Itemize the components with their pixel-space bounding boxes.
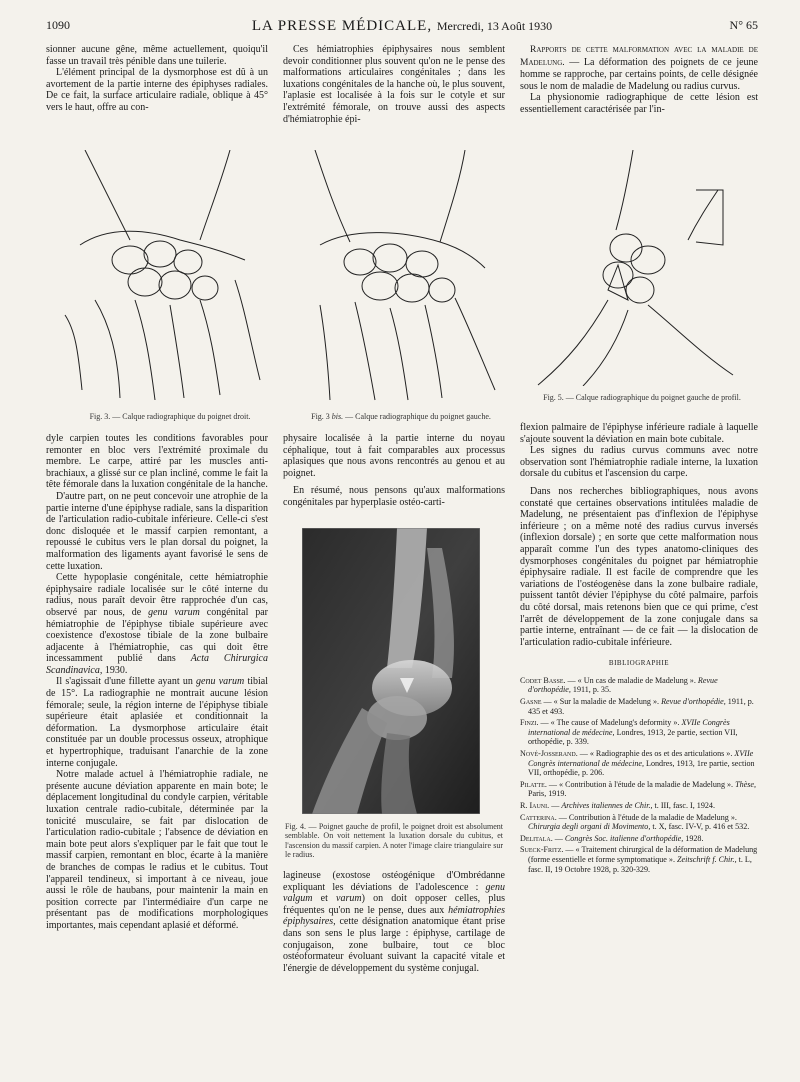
caption-text: Fig. 3 bbox=[311, 412, 332, 421]
paragraph: dyle carpien toutes les conditions favorables pour remonter en bloc vers l'extrémité proximale du membre. Le carpe, attiré par les muscles anti-brachiaux, a glissé sur ce plan incliné, comme le fait la tête fémorale dans la luxation congénitale de la hanche. bbox=[46, 433, 268, 491]
paragraph-italic: Acta Chirurgica Scandinavica, bbox=[46, 653, 268, 676]
page-number: 1090 bbox=[46, 18, 70, 32]
bibliography-entry bbox=[520, 676, 758, 695]
paragraph-text: congénital par hémiatrophie de l'épiphyse tibiale supérieure avec coexistence d'exostose tibiale de la zone bulbaire adjacente à l'hémiatrophie, cas qui doit être incessamment publié dans bbox=[46, 606, 269, 665]
figure-4-caption: Fig. 4. — Poignet gauche de profil, le poignet droit est absolument semblable. On voit nettement la luxation dorsale du cubitus, et l'ascension du massif carpien. A noter l'image claire triangulaire sur le radius. bbox=[285, 822, 503, 860]
bibliography-entry bbox=[520, 780, 758, 799]
paragraph-text: 1930. bbox=[104, 664, 128, 676]
bib-source: Congrès Soc. italienne d'orthopédie, bbox=[564, 833, 684, 843]
bib-text: — « Contribution à l'étude de la maladie de Madelung ». bbox=[546, 779, 736, 789]
bib-text: — « Sur la maladie de Madelung ». bbox=[541, 697, 662, 707]
paragraph: Notre malade actuel à l'hémiatrophie radiale, ne présente aucune déviation apparente en main bote; le déplacement longitudinal du condyle carpien, véritable luxation centrale radio-cubitale, déterminée par la tonicité musculaire, se fait par dislocation de l'articulation radio-cubitale ; l'absence de déviation en main bote peut alors s'expliquer par le fait que tout le massif carpien, remontant en bloc, écarte à la manière de branches de compas le radius et le cubitus. Tout l'appareil tendineux, si important à ce niveau, joue aussi le rôle de haubans, pour maintenir la main en position correcte par l'intermédiaire d'un carpe ne présentant pas de modifications morphologiques importantes, mais cependant aplasié et déformé. bbox=[46, 769, 268, 931]
figure-3bis-caption bbox=[288, 412, 514, 421]
bib-tail: 1911, p. 435 et 493. bbox=[528, 697, 754, 716]
paragraph-italic: genu varum bbox=[148, 606, 200, 618]
paragraph-text: lagineuse (exostose ostéogénique d'Ombrédanne expliquant les déviations de l'adolescence : bbox=[283, 870, 505, 893]
paragraph bbox=[46, 572, 268, 676]
bib-tail: t. L, fasc. II, 19 Octobre 1928, p. 320-329. bbox=[528, 854, 752, 874]
paragraph-text: cette désignation anatomique étant prise dans son sens le plus large : épiphyse, cartilage de conjugaison, zone bulbaire, tout ce bloc ostéoformateur évoluant suivant la capacité vitale et l'énergie de développement du système conjugal. bbox=[283, 916, 506, 974]
section-heading: Rapports de cette malformation avec la maladie de Madelung. bbox=[520, 45, 758, 68]
figure-5-tracing bbox=[528, 150, 753, 386]
bib-author: Nové-Josserand. bbox=[520, 749, 578, 759]
paragraph-text: Il s'agissait d'une fillette ayant un bbox=[56, 676, 193, 688]
paragraph: Les signes du radius curvus communs avec notre observation sont l'hémiatrophie radiale interne, la luxation dorsale du cubitus et l'ascension du carpe. bbox=[520, 445, 758, 480]
bib-source: XVIIe Congrès international de médecine, bbox=[528, 718, 730, 737]
paragraph bbox=[520, 44, 758, 92]
paragraph-text: — La déformation des poignets de ce jeune homme se rapproche, par certains points, de celle désignée sous le nom de maladie de Madelung ou radius curvus. bbox=[520, 56, 758, 92]
caption-text: — Calque radiographique du poignet gauche. bbox=[343, 412, 491, 421]
journal-title bbox=[46, 18, 758, 35]
bib-source: Archives italiennes de Chir., bbox=[561, 801, 653, 810]
col2-top-text bbox=[283, 44, 505, 125]
col3-top-text bbox=[520, 44, 758, 116]
issue-number: N° 65 bbox=[729, 18, 758, 32]
bibliography-entry bbox=[520, 801, 758, 811]
paragraph-text: et bbox=[320, 893, 328, 905]
bib-tail: Paris, 1919. bbox=[528, 789, 567, 799]
bib-source: Thèse, bbox=[735, 779, 757, 789]
paragraph: En résumé, nous pensons qu'aux malformations congénitales par hyperplasie ostéo-carti- bbox=[283, 485, 505, 508]
bibliography-entry bbox=[520, 749, 758, 778]
bibliography-entry bbox=[520, 697, 758, 716]
bib-author: Codet Basse. bbox=[520, 675, 566, 685]
paragraph: La physionomie radiographique de cette lésion est essentiellement caractérisée par l'in- bbox=[520, 92, 758, 115]
paragraph-text: Cette hypoplasie congénitale, cette hémiatrophie épiphysaire radiale localisée sur le côté interne du radius, nous paraît devoir être rapprochée d'un cas, observé par nous, de bbox=[46, 572, 268, 618]
bib-text: — bbox=[552, 833, 565, 843]
paragraph-text: tibial de 15°. La radiographie ne montrait aucune lésion fémorale; seule, la région interne de l'épiphyse tibiale supérieure était aplasiée et conditionnait la déformation. La dysmorphose articulaire était constituée par un double processus osseux, atrophique et hypertrophique, traduisant l'anarchie de la zone interne conjugale. bbox=[46, 676, 269, 769]
paragraph-italic: varum bbox=[336, 893, 362, 905]
paragraph: flexion palmaire de l'épiphyse inférieure radiale à laquelle s'ajoute souvent la déviation en main bote cubitale. bbox=[520, 422, 758, 445]
issue-date: Mercredi, 13 Août 1930 bbox=[436, 19, 553, 33]
bib-author: R. Iauni. bbox=[520, 801, 550, 810]
col1-top-text bbox=[46, 44, 268, 114]
bib-tail: Londres, 1913, 1re partie, section VII, orthopédie, p. 206. bbox=[528, 758, 755, 778]
bib-author: Sueck-Fritz. bbox=[520, 845, 564, 855]
bibliography-entry bbox=[520, 813, 758, 832]
figure-5-caption: Fig. 5. — Calque radiographique du poignet gauche de profil. bbox=[543, 393, 741, 402]
paragraph: physaire localisée à la partie interne du noyau céphalique, tout à fait comparables aux processus aplasiques que nous avons rencontrés au genou et au poignet. bbox=[283, 433, 505, 479]
col3-lower-text bbox=[520, 422, 758, 876]
figure-3-caption: Fig. 3. — Calque radiographique du poignet droit. bbox=[89, 412, 251, 421]
bib-author: Delitala. bbox=[520, 833, 553, 843]
bib-text: — « Radiographie des os et des articulations ». bbox=[577, 749, 735, 759]
paragraph-italic: hémiatrophies épiphysaires, bbox=[283, 904, 506, 928]
paragraph: Ces hémiatrophies épiphysaires nous semblent devoir conditionner plus souvent qu'on ne le pense des malformations articulaires congénitales ; dans les luxations congénitales de la hanche où, le plus souvent, l'aplasie est localisée à la fois sur le cotyle et sur l'extrémité fémorale, on trouve aussi des aspects d'hémiatrophie épi- bbox=[283, 44, 505, 125]
bib-source: Revue d'orthopédie, bbox=[661, 697, 726, 707]
bib-tail: t. III, fasc. I, 1924. bbox=[652, 801, 715, 810]
bib-text: — « Traitement chirurgical de la déformation de Madelung (forme essentielle et forme symptomatique ». bbox=[528, 845, 758, 864]
paragraph bbox=[283, 870, 505, 974]
bib-source: Chirurgia degli organi di Movimento, bbox=[528, 822, 651, 832]
paragraph: D'autre part, on ne peut concevoir une atrophie de la partie interne d'une épiphyse radiale, sans la disparition de l'articulation radio-cubitale inférieure. Celle-ci s'est donc disloquée et le massif carpien remontant, a repoussé le cubitus vers le plan dorsal du poignet, la malformation des ligaments ayant favorisé le sens de cette luxation. bbox=[46, 490, 268, 572]
bib-tail: 1911, p. 35. bbox=[570, 685, 612, 695]
paragraph-text: ) on doit opposer celles, plus fréquentes qu'on ne le pense, dues aux bbox=[283, 893, 506, 916]
bib-tail: 1928. bbox=[683, 833, 704, 843]
figure-4-radiograph bbox=[302, 528, 480, 819]
bibliography-entry bbox=[520, 718, 758, 747]
bib-text: — Contribution à l'étude de la maladie de Madelung ». bbox=[556, 812, 737, 822]
bib-text: — « Un cas de maladie de Madelung ». bbox=[565, 675, 698, 685]
figure-3bis-tracing bbox=[290, 150, 510, 402]
bib-text: — « The cause of Madelung's deformity ». bbox=[538, 718, 682, 728]
bib-author: Finzi. bbox=[520, 718, 539, 728]
bib-text: — bbox=[549, 801, 562, 810]
paragraph-italic: genu varum bbox=[196, 676, 245, 688]
paragraph: Dans nos recherches bibliographiques, nous avons constaté que certaines observations intitulées maladie de Madelung, ne présentaient pas d'inflexion de l'épiphyse inférieure ; on a même noté des radius curvus inversés (inflexion dorsale) ; en sorte que cette malformation nous apparaît comme l'un des types anatomo-cliniques des dysmorphoses congénitales du poignet par hémiatrophie épiphysaire radiale. Il est facile de comprendre que les variations de l'ostéogenèse dans la zone bulbaire radiale, puissent tantôt dévier l'épiphyse du côté palmaire, parfois du côté dorsal, mais retenons bien que ce qui prime, c'est l'arrêt de développement de la zone conjugale dans sa partie interne, entraînant — de ce fait — la dislocation de l'articulation radio-cubitale inférieure. bbox=[520, 485, 758, 648]
col2-bottom-text bbox=[283, 870, 505, 974]
paragraph: L'élément principal de la dysmorphose est dû à un avortement de la partie interne des épiphyses radiales. De ce fait, la surface articulaire radiale, oblique à 45° vers le haut, offre au con- bbox=[46, 67, 268, 113]
col2-mid-text bbox=[283, 433, 505, 509]
bibliography-title: BIBLIOGRAPHIE bbox=[608, 659, 670, 668]
bib-source: Zeitschrift f. Chir., bbox=[677, 854, 737, 864]
bib-tail: Londres, 1913, 2e partie, section VII, orthopédie, p. 339. bbox=[528, 727, 738, 747]
paragraph: sionner aucune gêne, même actuellement, quoiqu'il fasse un travail très pénible dans une tuilerie. bbox=[46, 44, 268, 67]
running-header bbox=[46, 18, 758, 38]
figure-3-tracing bbox=[60, 150, 270, 402]
bib-source: XVIIe Congrès international de médecine, bbox=[528, 749, 754, 768]
journal-name: LA PRESSE MÉDICALE, bbox=[251, 18, 433, 34]
bib-author: Pilatte. bbox=[520, 779, 547, 789]
bib-source: Revue d'orthopédie, bbox=[528, 675, 718, 695]
caption-italic: bis. bbox=[331, 412, 344, 421]
bibliography-list bbox=[520, 676, 758, 874]
bib-author: Gasne bbox=[520, 697, 542, 707]
paragraph bbox=[46, 676, 268, 769]
bib-author: Catterina. bbox=[520, 812, 557, 822]
col1-lower-text bbox=[46, 433, 268, 932]
bibliography-entry bbox=[520, 834, 758, 844]
bib-tail: t. X, fasc. IV-V, p. 416 et 532. bbox=[650, 822, 750, 832]
paragraph-italic: genu valgum bbox=[283, 881, 505, 905]
bibliography-entry bbox=[520, 845, 758, 874]
